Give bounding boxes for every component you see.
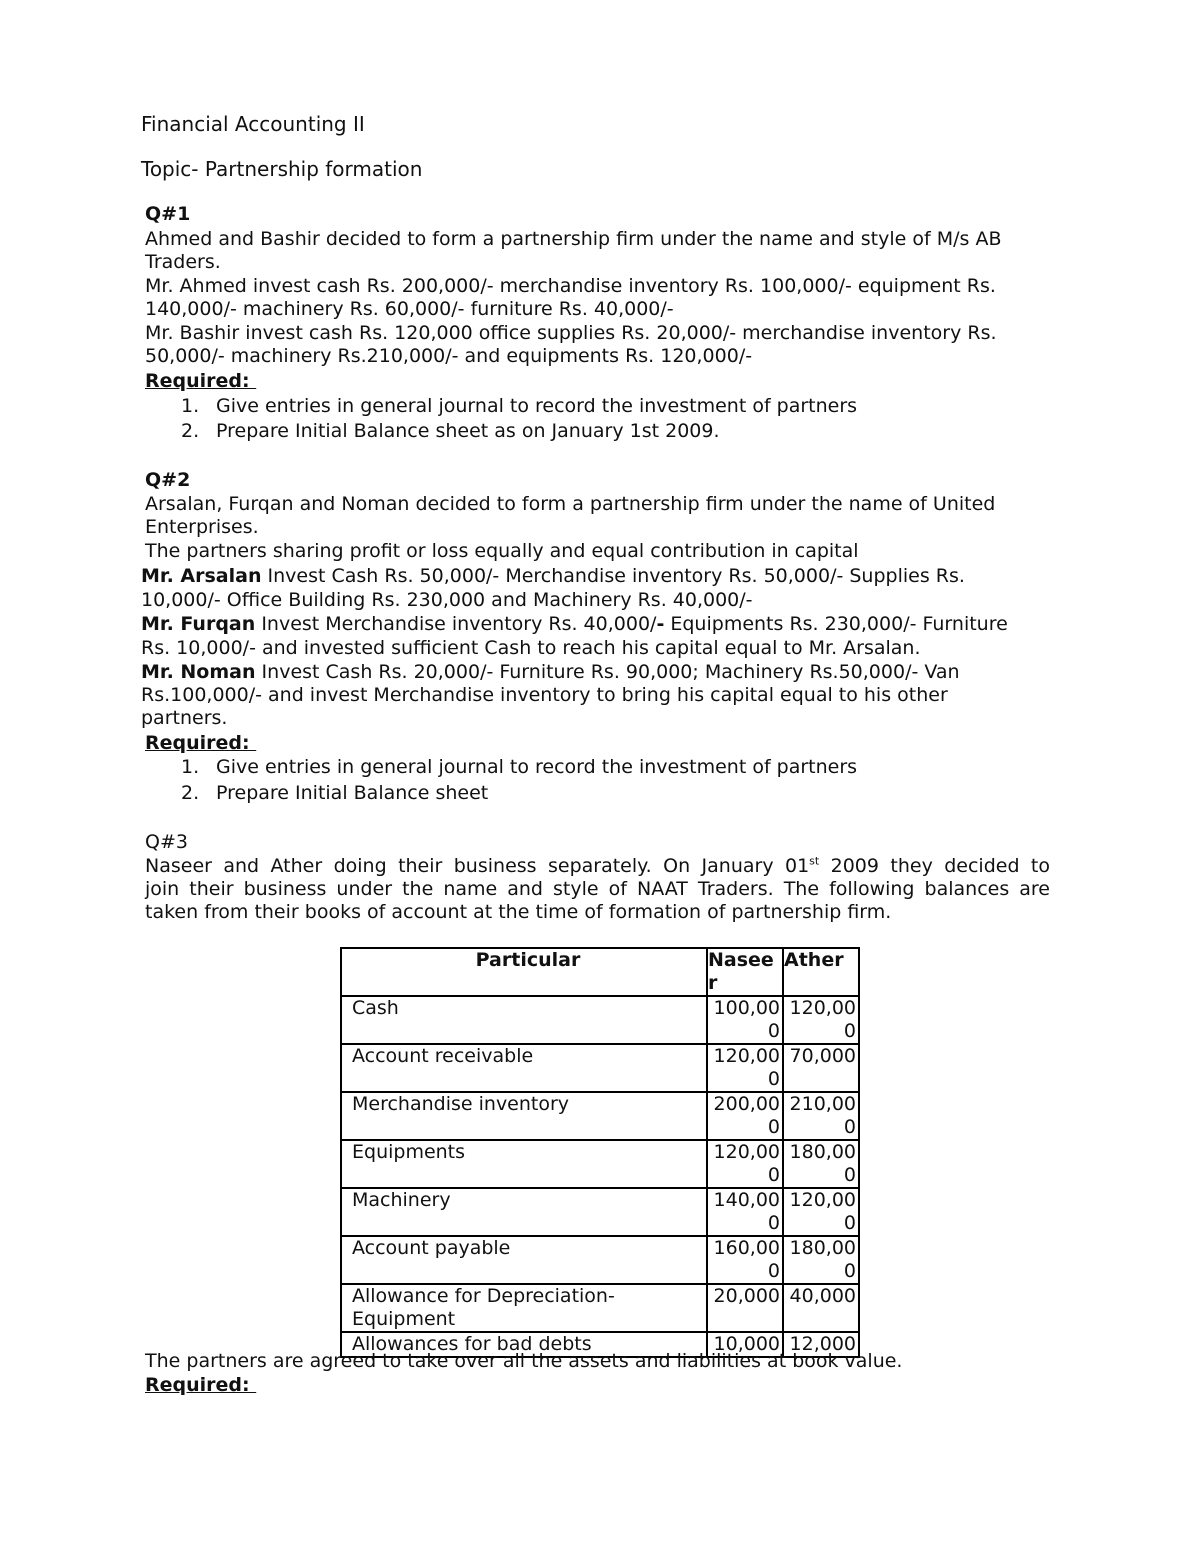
q2-item-text: Prepare Initial Balance sheet	[216, 782, 489, 804]
q2-intro: The partners sharing profit or loss equally and equal contribution in capital	[145, 540, 859, 562]
cell-particular: Account payable	[341, 1236, 707, 1284]
furqan-name: Mr. Furqan	[141, 613, 256, 635]
furqan-text: Invest Merchandise inventory Rs. 40,000/	[255, 613, 657, 635]
q2-intro: Enterprises.	[145, 516, 259, 538]
noman-name: Mr. Noman	[141, 661, 256, 683]
q2-item-num: 2.	[181, 782, 200, 804]
document-title: Financial Accounting II	[141, 112, 365, 136]
table-row	[341, 1044, 859, 1092]
cell-ather: 180,000	[783, 1236, 859, 1284]
q3-heading: Q#3	[145, 831, 188, 853]
q2-noman-line: Rs.100,000/- and invest Merchandise inventory to bring his capital equal to his other	[141, 684, 948, 706]
q1-heading: Q#1	[145, 203, 191, 225]
topic-heading: Topic- Partnership formation	[141, 157, 423, 181]
cell-naseer: 20,000	[707, 1284, 783, 1332]
cell-ather: 120,000	[783, 996, 859, 1044]
q2-furqan-line: Rs. 10,000/- and invested sufficient Cash to reach his capital equal to Mr. Arsalan.	[141, 637, 921, 659]
q3-paragraph-line	[145, 855, 1050, 879]
q2-arsalan-line: 10,000/- Office Building Rs. 230,000 and Machinery Rs. 40,000/-	[141, 589, 753, 611]
arsalan-text: Invest Cash Rs. 50,000/- Merchandise inventory Rs. 50,000/- Supplies Rs.	[261, 565, 965, 587]
q2-intro: Arsalan, Furqan and Noman decided to form a partnership firm under the name of United	[145, 493, 996, 515]
cell-particular: Allowance for Depreciation-Equipment	[341, 1284, 707, 1332]
cell-particular: Machinery	[341, 1188, 707, 1236]
q2-item-text: Give entries in general journal to record the investment of partners	[216, 756, 858, 778]
q1-item-text: Give entries in general journal to record the investment of partners	[216, 395, 858, 417]
table-row	[341, 1284, 859, 1332]
q3-required-label: Required:	[145, 1374, 257, 1396]
table-row	[341, 1092, 859, 1140]
cell-naseer: 100,000	[707, 996, 783, 1044]
q1-line: Ahmed and Bashir decided to form a partnership firm under the name and style of M/s AB	[145, 228, 1002, 250]
cell-naseer: 120,000	[707, 1140, 783, 1188]
q1-line: Mr. Bashir invest cash Rs. 120,000 office supplies Rs. 20,000/- merchandise inventory Rs.	[145, 322, 997, 344]
table-header-row	[341, 948, 859, 996]
q3-paragraph-line: taken from their books of account at the time of formation of partnership firm.	[145, 901, 892, 923]
q1-item-num: 2.	[181, 420, 200, 442]
balances-table	[340, 947, 860, 1358]
arsalan-name: Mr. Arsalan	[141, 565, 262, 587]
q2-arsalan-line	[141, 565, 965, 589]
q3-paragraph-line: join their business under the name and style of NAAT Traders. The following balances are	[145, 878, 1050, 900]
q2-furqan-line	[141, 613, 1008, 637]
header-particular: Particular	[341, 948, 707, 996]
header-ather: Ather	[783, 948, 859, 996]
q3-text: Naseer and Ather doing their business separately. On January 01	[145, 855, 810, 877]
cell-ather: 210,000	[783, 1092, 859, 1140]
furqan-dash: -	[656, 613, 665, 635]
cell-naseer: 10,000	[707, 1332, 783, 1357]
cell-ather: 70,000	[783, 1044, 859, 1092]
cell-naseer: 120,000	[707, 1044, 783, 1092]
cell-particular: Allowances for bad debts	[341, 1332, 707, 1357]
q1-item-text: Prepare Initial Balance sheet as on January 1st 2009.	[216, 420, 720, 442]
table-row	[341, 1236, 859, 1284]
cell-naseer: 140,000	[707, 1188, 783, 1236]
noman-text: Invest Cash Rs. 20,000/- Furniture Rs. 90,000; Machinery Rs.50,000/- Van	[255, 661, 960, 683]
q3-after-table: The partners are agreed to take over all the assets and liabilities at book value.	[145, 1350, 903, 1372]
q2-required-label: Required:	[145, 732, 257, 754]
table-row	[341, 996, 859, 1044]
cell-particular: Account receivable	[341, 1044, 707, 1092]
header-naseer: Naseer	[707, 948, 783, 996]
q1-item-num: 1.	[181, 395, 200, 417]
cell-naseer: 200,000	[707, 1092, 783, 1140]
table-row	[341, 1188, 859, 1236]
q3-superscript: st	[809, 854, 820, 868]
q2-item-num: 1.	[181, 756, 200, 778]
cell-ather: 12,000	[783, 1332, 859, 1357]
q2-heading: Q#2	[145, 469, 191, 491]
q1-required-label: Required:	[145, 370, 257, 392]
furqan-text: Equipments Rs. 230,000/- Furniture	[664, 613, 1008, 635]
q1-line: Traders.	[145, 251, 221, 273]
cell-naseer: 160,000	[707, 1236, 783, 1284]
q1-line: 140,000/- machinery Rs. 60,000/- furniture Rs. 40,000/-	[145, 298, 674, 320]
q2-noman-line	[141, 661, 960, 685]
cell-particular: Merchandise inventory	[341, 1092, 707, 1140]
cell-particular: Cash	[341, 996, 707, 1044]
table-row	[341, 1140, 859, 1188]
cell-particular: Equipments	[341, 1140, 707, 1188]
q3-text: 2009 they decided to	[819, 855, 1051, 877]
cell-ather: 40,000	[783, 1284, 859, 1332]
cell-ather: 180,000	[783, 1140, 859, 1188]
q1-line: Mr. Ahmed invest cash Rs. 200,000/- merchandise inventory Rs. 100,000/- equipment Rs.	[145, 275, 996, 297]
cell-ather: 120,000	[783, 1188, 859, 1236]
q2-noman-line: partners.	[141, 707, 228, 729]
q1-line: 50,000/- machinery Rs.210,000/- and equipments Rs. 120,000/-	[145, 345, 753, 367]
